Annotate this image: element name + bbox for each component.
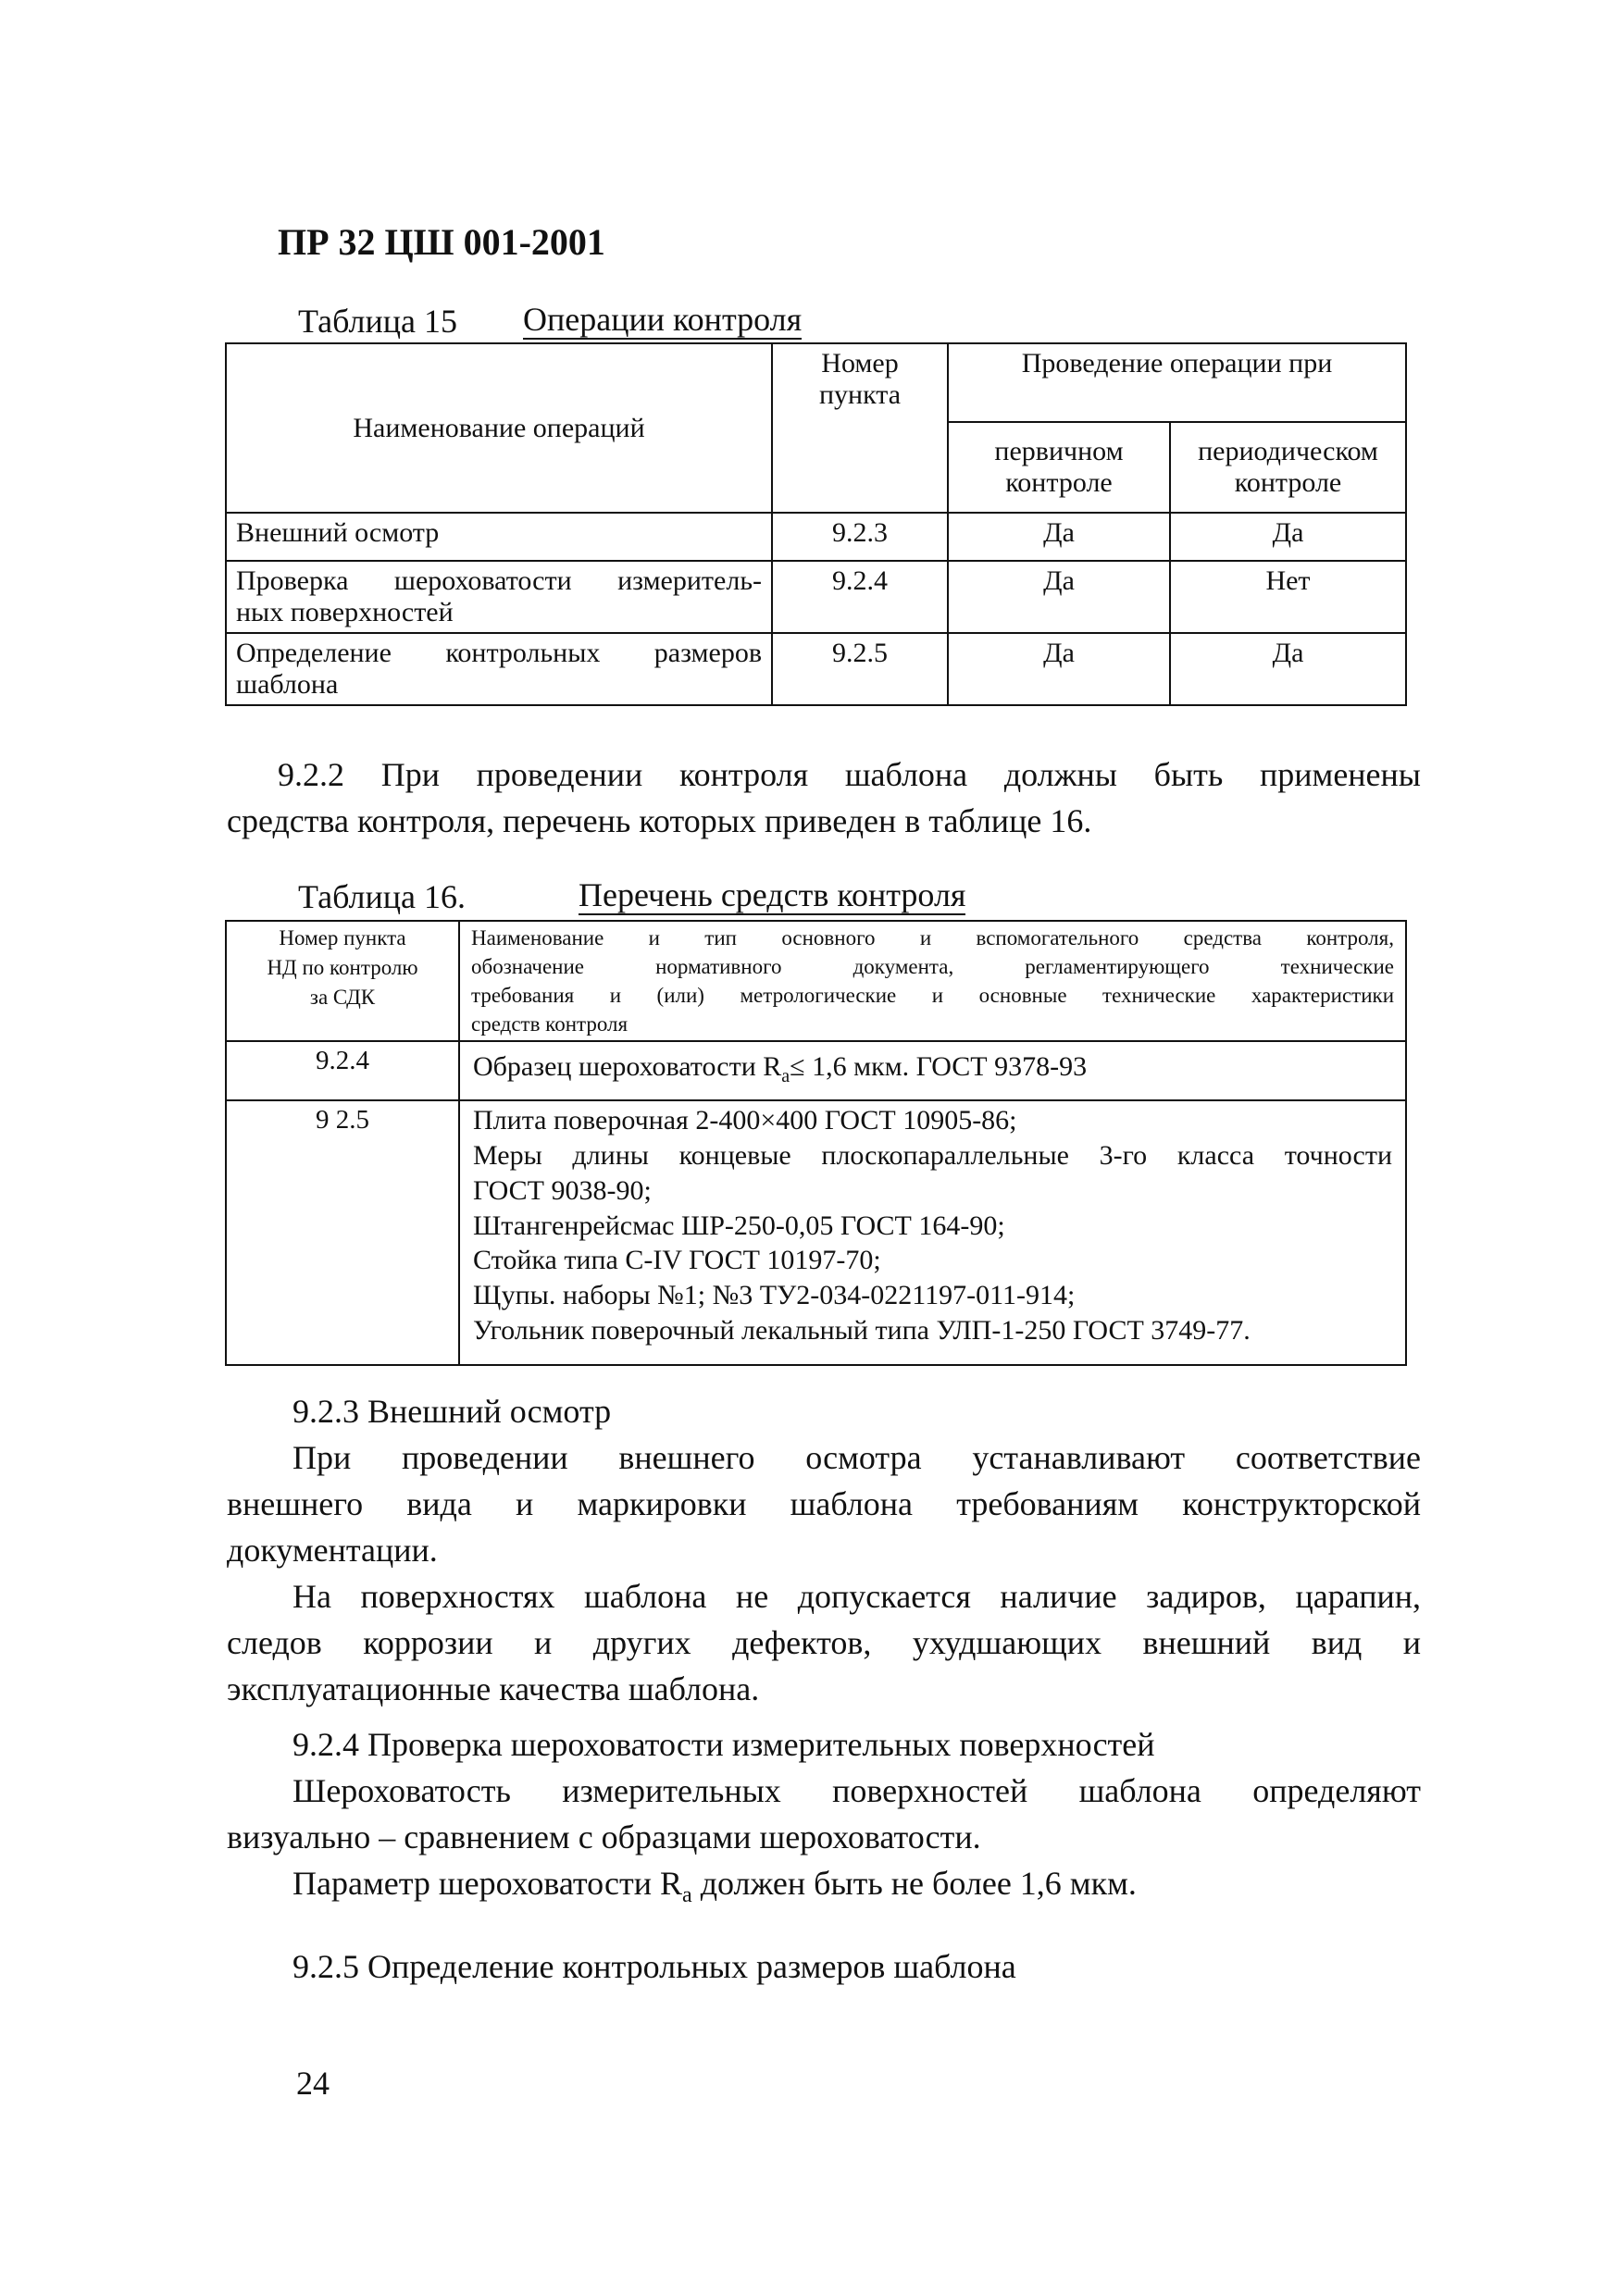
table16-caption-number: Таблица 16.	[298, 878, 466, 915]
table15-header-conduct-text: Проведение операции при	[1021, 348, 1333, 379]
table16-header-point	[226, 921, 459, 1041]
paragraph-922-line1: 9.2.2 При проведении контроля шаблона должны быть применены	[278, 756, 1421, 793]
table-row	[226, 513, 1406, 561]
table16-row1-text-suffix: ≤ 1,6 мкм. ГОСТ 9378-93	[790, 1051, 1088, 1083]
list-item: Угольник поверочный лекальный типа УЛП-1-250 ГОСТ 3749-77.	[473, 1314, 1251, 1346]
table15-header-primary-line1: первичном	[994, 436, 1124, 466]
section-923-p2-line2: следов коррозии и других дефектов, ухудшающих внешний вид и	[227, 1624, 1421, 1661]
table15-header-point-line1: Номер	[821, 348, 899, 379]
table15-cell-periodic: Да	[1170, 633, 1406, 705]
document-code: ПР 32 ЦШ 001-2001	[278, 221, 605, 263]
table16-caption-title: Перечень средств контроля	[579, 876, 966, 913]
table15-cell-name	[226, 633, 772, 705]
table15-cell-point: 9.2.3	[772, 513, 948, 561]
table16-header-description-line1: Наименование и тип основного и вспомогательного средства контроля,	[471, 926, 1394, 949]
section-923-p2-line3: эксплуатационные качества шаблона.	[227, 1670, 760, 1707]
table15-header-periodic-line2: контроле	[1234, 467, 1342, 498]
table15-control-operations	[225, 342, 1407, 706]
section-923-p1-line2: внешнего вида и маркировки шаблона требованиям конструкторской	[227, 1485, 1421, 1522]
table-row	[226, 561, 1406, 633]
table16-header-point-line3: за СДК	[309, 986, 376, 1010]
table16-cell-description	[459, 1100, 1406, 1365]
table16-header-description	[459, 921, 1406, 1041]
table15-cell-primary: Да	[948, 633, 1170, 705]
table15-header-primary-line2: контроле	[1005, 467, 1113, 498]
table15-cell-name	[226, 561, 772, 633]
table15-cell-name-line2: шаблона	[236, 669, 339, 700]
section-924-title: 9.2.4 Проверка шероховатости измерительных поверхностей	[292, 1726, 1155, 1763]
table15-cell-primary: Да	[948, 513, 1170, 561]
section-924-p2-subscript: a	[682, 1883, 692, 1908]
table15-cell-periodic: Да	[1170, 513, 1406, 561]
section-923-p1-line1: При проведении внешнего осмотра устанавливают соответствие	[292, 1439, 1421, 1476]
paragraph-922	[227, 751, 1421, 844]
section-924-p1-line2: визуально – сравнением с образцами шероховатости.	[227, 1818, 981, 1855]
table15-cell-name-text: Внешний осмотр	[236, 517, 440, 548]
table15-cell-name-line2: ных поверхностей	[236, 597, 454, 627]
table16-header-description-line3: требования и (или) метрологические и основные технические характеристики	[471, 984, 1394, 1008]
table16-header-description-line2: обозначение нормативного документа, регламентирующего технические	[471, 955, 1394, 979]
table15-cell-name-line1: Определение контрольных размеров	[236, 638, 762, 668]
table16-cell-point: 9 2.5	[226, 1100, 459, 1365]
list-item: Меры длины концевые плоскопараллельные 3-го класса точности	[473, 1139, 1392, 1171]
table16-row1-text-prefix: Образец шероховатости R	[473, 1051, 782, 1083]
section-924-p1-line1: Шероховатость измерительных поверхностей шаблона определяют	[292, 1772, 1421, 1809]
table16-header-point-line2: НД по контролю	[267, 956, 418, 980]
table15-cell-point: 9.2.4	[772, 561, 948, 633]
list-item: Щупы. наборы №1; №3 ТУ2-034-0221197-011-914;	[473, 1280, 1076, 1311]
table15-header-primary	[948, 422, 1170, 513]
table15-header-point	[772, 343, 948, 513]
list-item: Стойка типа С-IV ГОСТ 10197-70;	[473, 1245, 881, 1276]
table15-caption-number: Таблица 15	[298, 303, 457, 340]
table16-cell-point: 9.2.4	[226, 1041, 459, 1100]
table15-cell-point: 9.2.5	[772, 633, 948, 705]
table15-cell-primary: Да	[948, 561, 1170, 633]
section-925	[227, 1943, 1421, 1990]
section-924-p2-suffix: должен быть не более 1,6 мкм.	[691, 1865, 1137, 1902]
section-923-p1-line3: документации.	[227, 1532, 438, 1569]
page-number: 24	[296, 2065, 330, 2102]
table15-cell-periodic: Нет	[1170, 561, 1406, 633]
section-923-p2-line1: На поверхностях шаблона не допускается наличие задиров, царапин,	[292, 1578, 1421, 1615]
table-row	[226, 1100, 1406, 1365]
table16-cell-description	[459, 1041, 1406, 1100]
table15-header-point-line2: пункта	[818, 379, 902, 410]
table-row	[226, 1041, 1406, 1100]
table15-header-periodic	[1170, 422, 1406, 513]
list-item: Штангенрейсмас ШР-250-0,05 ГОСТ 164-90;	[473, 1210, 1005, 1241]
section-925-title: 9.2.5 Определение контрольных размеров шаблона	[292, 1948, 1016, 1985]
table15-header-periodic-line1: периодическом	[1198, 436, 1378, 466]
table15-cell-name-line1: Проверка шероховатости измеритель-	[236, 565, 762, 596]
table15-cell-name	[226, 513, 772, 561]
table-row	[226, 633, 1406, 705]
list-item: ГОСТ 9038-90;	[473, 1174, 652, 1206]
section-923	[227, 1388, 1421, 1712]
section-923-title: 9.2.3 Внешний осмотр	[292, 1393, 612, 1430]
list-item: Плита поверочная 2-400×400 ГОСТ 10905-86;	[473, 1105, 1017, 1136]
section-924-p2	[227, 1860, 1421, 1918]
table16-header-description-line4: средств контроля	[471, 1012, 629, 1036]
section-924-p2-prefix: Параметр шероховатости R	[292, 1865, 683, 1902]
table16-control-means	[225, 920, 1407, 1366]
section-924	[227, 1721, 1421, 1918]
table15-header-name	[226, 343, 772, 513]
table16-row1-subscript: a	[781, 1066, 790, 1087]
table16-header-point-line1: Номер пункта	[279, 926, 406, 949]
table15-header-conduct	[948, 343, 1406, 422]
table15-caption-title: Операции контроля	[523, 301, 803, 338]
table15-header-name-text: Наименование операций	[353, 412, 645, 443]
paragraph-922-line2: средства контроля, перечень которых приведен в таблице 16.	[227, 802, 1092, 839]
